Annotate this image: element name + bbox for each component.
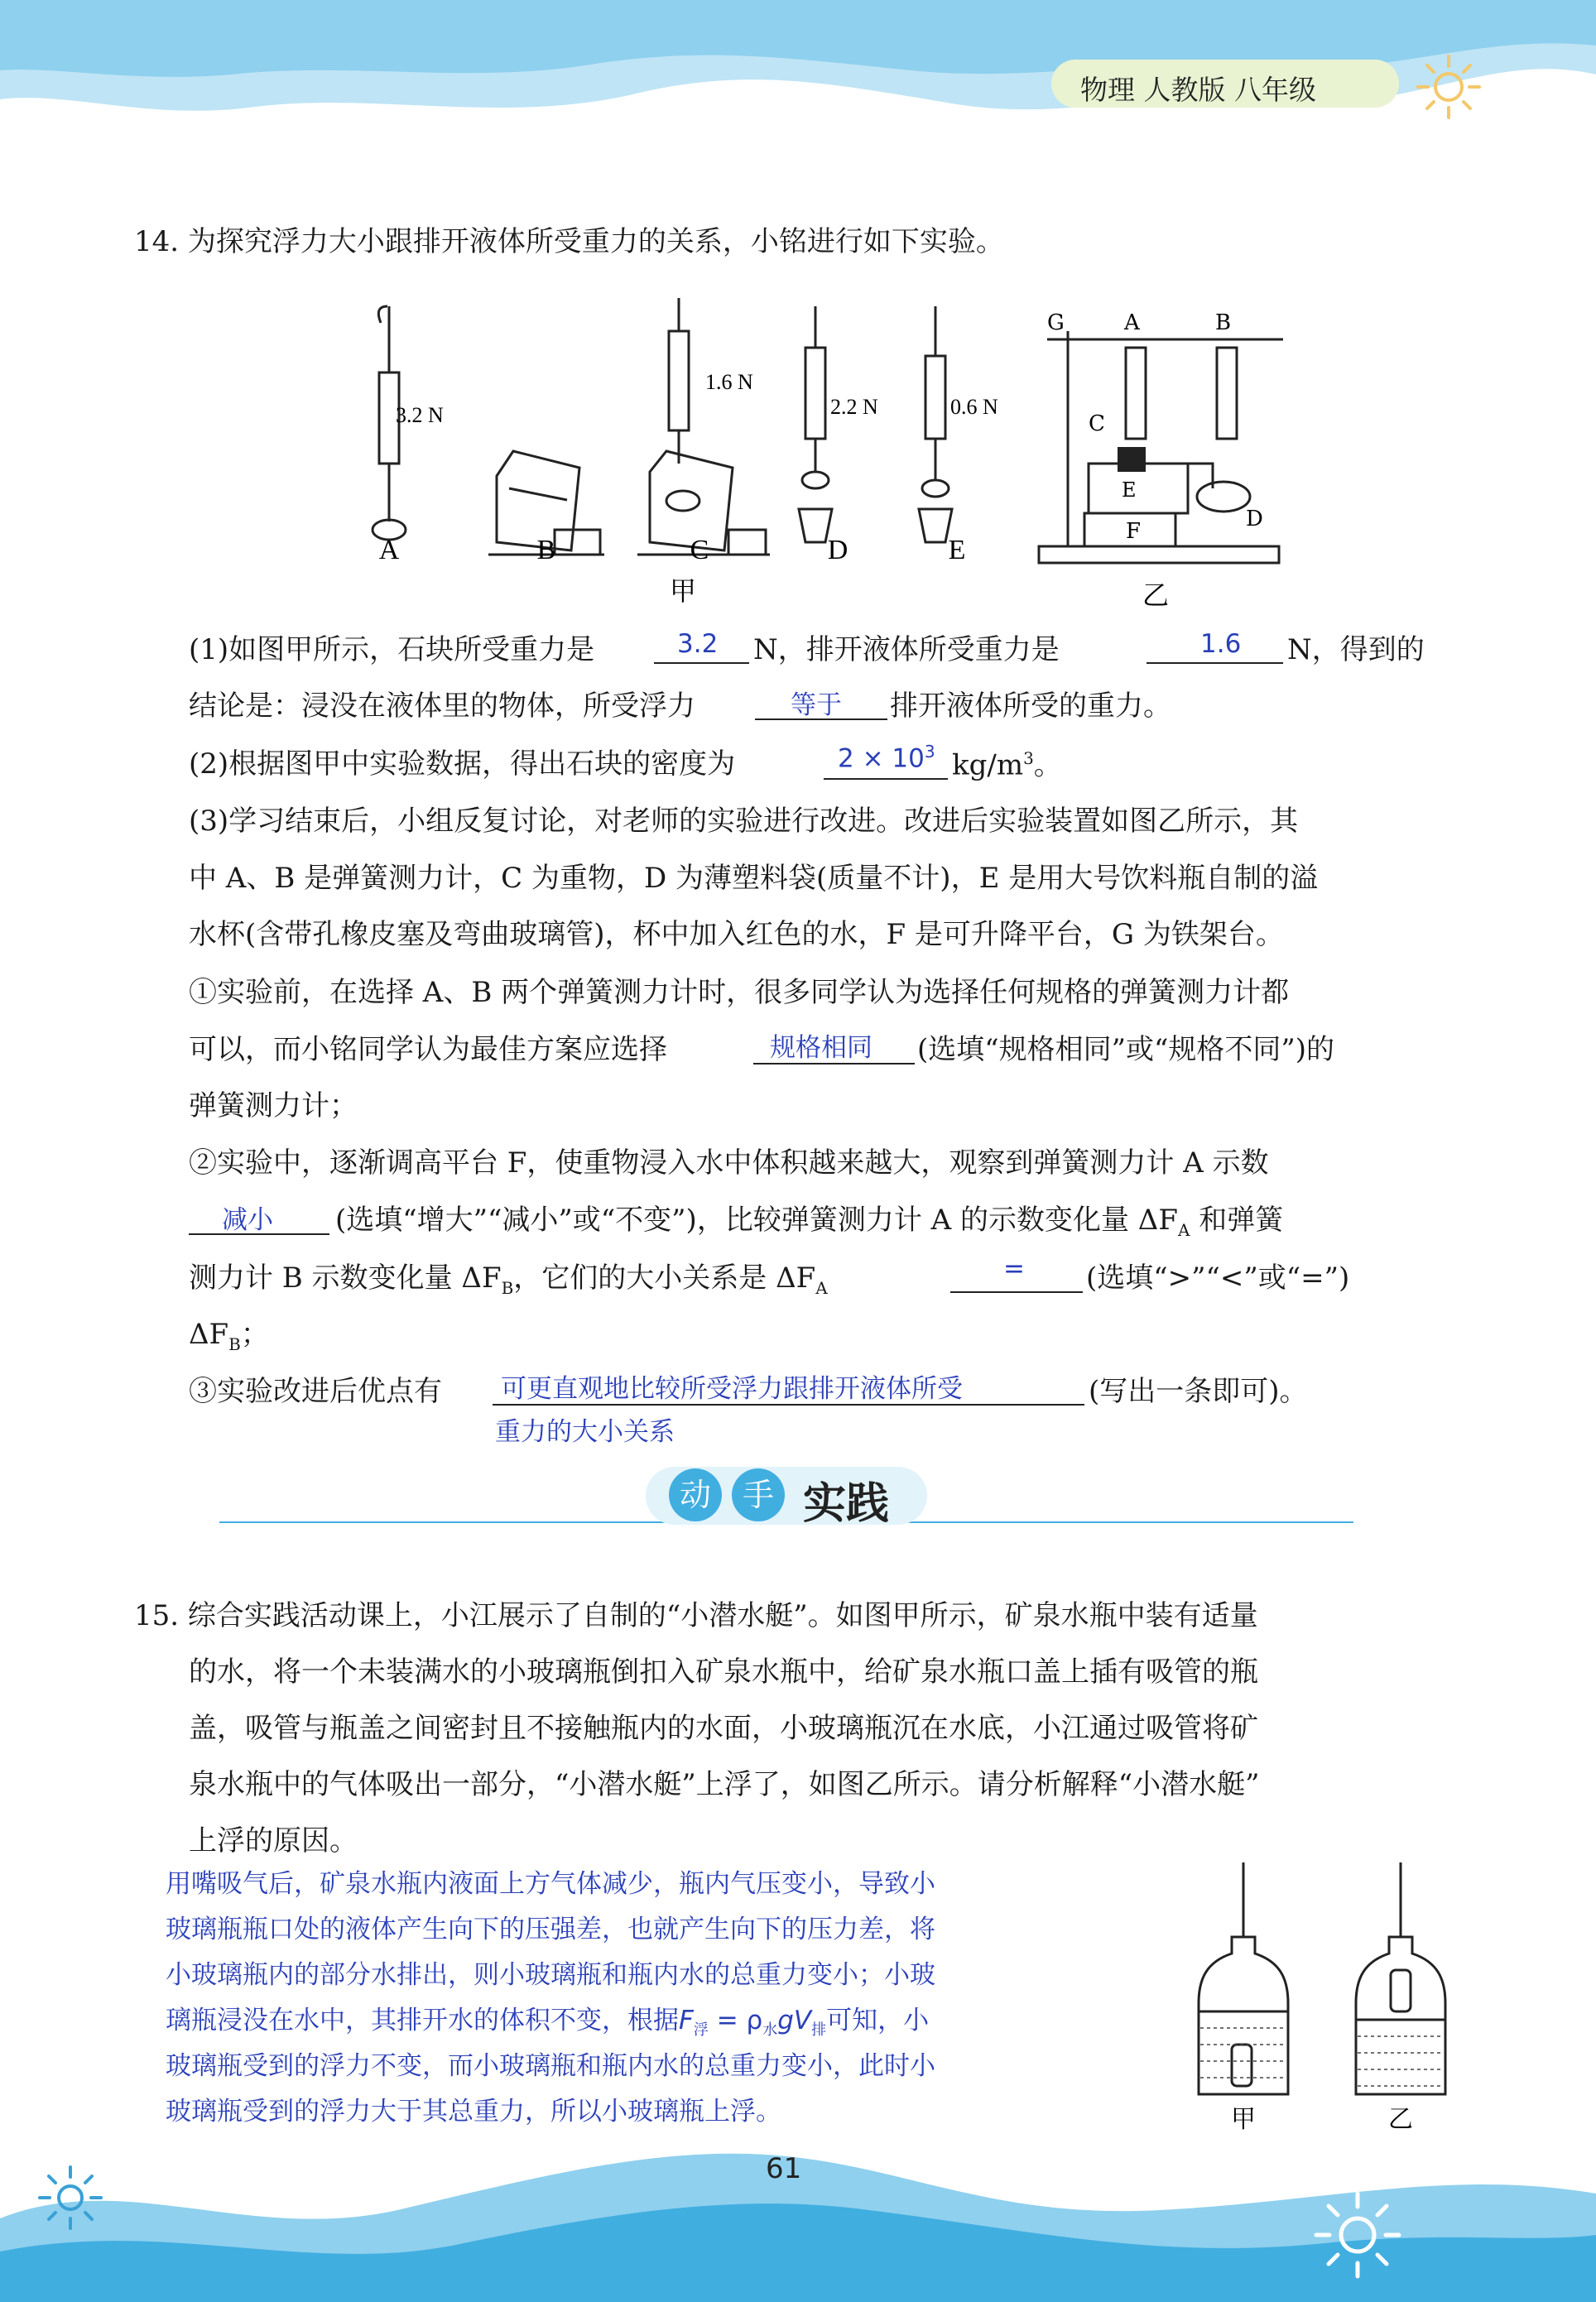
answer-4: $2 \times 10^3$ — [838, 742, 935, 774]
answer-5: 规格相同 — [770, 1033, 873, 1063]
blank-8 — [493, 1404, 1084, 1406]
sun-icon-right — [1308, 2185, 1407, 2285]
section-bubble-2: 手 — [732, 1468, 785, 1521]
svg-text:A: A — [378, 535, 400, 565]
svg-text:A: A — [1124, 310, 1140, 335]
answer-6: 减小 — [222, 1205, 273, 1235]
q15-answer-line4: 璃瓶浸没在水中，其排开水的体积不变，根据$F_浮 = \rho_水gV_排$可知，小 — [166, 2006, 930, 2040]
figure-jia-caption: 甲 — [669, 575, 697, 607]
svg-text:B: B — [1215, 310, 1232, 335]
figure-q15 — [1192, 1854, 1457, 2136]
svg-text:C: C — [690, 535, 709, 565]
figure-yi — [1035, 298, 1308, 613]
answer-3: 等于 — [791, 690, 842, 720]
blank-7 — [950, 1291, 1083, 1293]
answer-7: = — [1003, 1254, 1025, 1284]
q15-answer-line6: 玻璃瓶受到的浮力大于其总重力，所以小玻璃瓶上浮。 — [166, 2097, 781, 2127]
svg-text:D: D — [827, 535, 848, 565]
q14-stem: 14. 为探究浮力大小跟排开液体所受重力的关系，小铭进行如下实验。 — [134, 225, 1004, 258]
section-bubble-1: 动 — [669, 1468, 722, 1521]
svg-text:E: E — [948, 535, 966, 565]
q15-answer-line2: 玻璃瓶瓶口处的液体产生向下的压强差，也就产生向下的压力差，将 — [166, 1915, 935, 1944]
svg-text:D: D — [1246, 507, 1263, 531]
svg-text:E: E — [1122, 478, 1137, 502]
answer-8-line1: 可更直观地比较所受浮力跟排开液体所受 — [501, 1374, 963, 1404]
section-title: 实践 — [803, 1479, 890, 1529]
answer-2: 1.6 — [1200, 629, 1242, 659]
blank-1 — [654, 662, 749, 664]
sun-icon-left — [33, 2160, 108, 2235]
svg-text:F: F — [1126, 519, 1142, 544]
figure-jia — [331, 281, 1051, 613]
sun-icon — [1411, 50, 1486, 124]
reading-a: 3.2 N — [396, 403, 444, 427]
blank-2 — [1147, 662, 1283, 664]
svg-text:G: G — [1047, 310, 1065, 335]
figure-yi-caption: 乙 — [1142, 579, 1170, 611]
reading-c: 1.6 N — [705, 370, 753, 394]
svg-text:乙: 乙 — [1388, 2105, 1413, 2134]
answer-1: 3.2 — [677, 629, 719, 659]
answer-8-line2: 重力的大小关系 — [495, 1417, 675, 1447]
blank-4 — [824, 778, 948, 780]
reading-d: 2.2 N — [830, 395, 878, 419]
reading-e: 0.6 N — [950, 395, 998, 419]
q15-answer-line1: 用嘴吸气后，矿泉水瓶内液面上方气体减少，瓶内气压变小，导致小 — [166, 1869, 935, 1899]
svg-text:甲: 甲 — [1231, 2105, 1256, 2134]
q15-answer-line3: 小玻璃瓶内的部分水排出，则小玻璃瓶和瓶内水的总重力变小；小玻 — [166, 1960, 935, 1990]
svg-text:C: C — [1089, 411, 1105, 436]
q15-answer-line5: 玻璃瓶受到的浮力不变，而小玻璃瓶和瓶内水的总重力变小，此时小 — [166, 2051, 935, 2081]
svg-text:B: B — [536, 535, 556, 565]
header-title: 物理 人教版 八年级 — [1080, 74, 1316, 106]
page-number: 61 — [766, 2152, 802, 2185]
